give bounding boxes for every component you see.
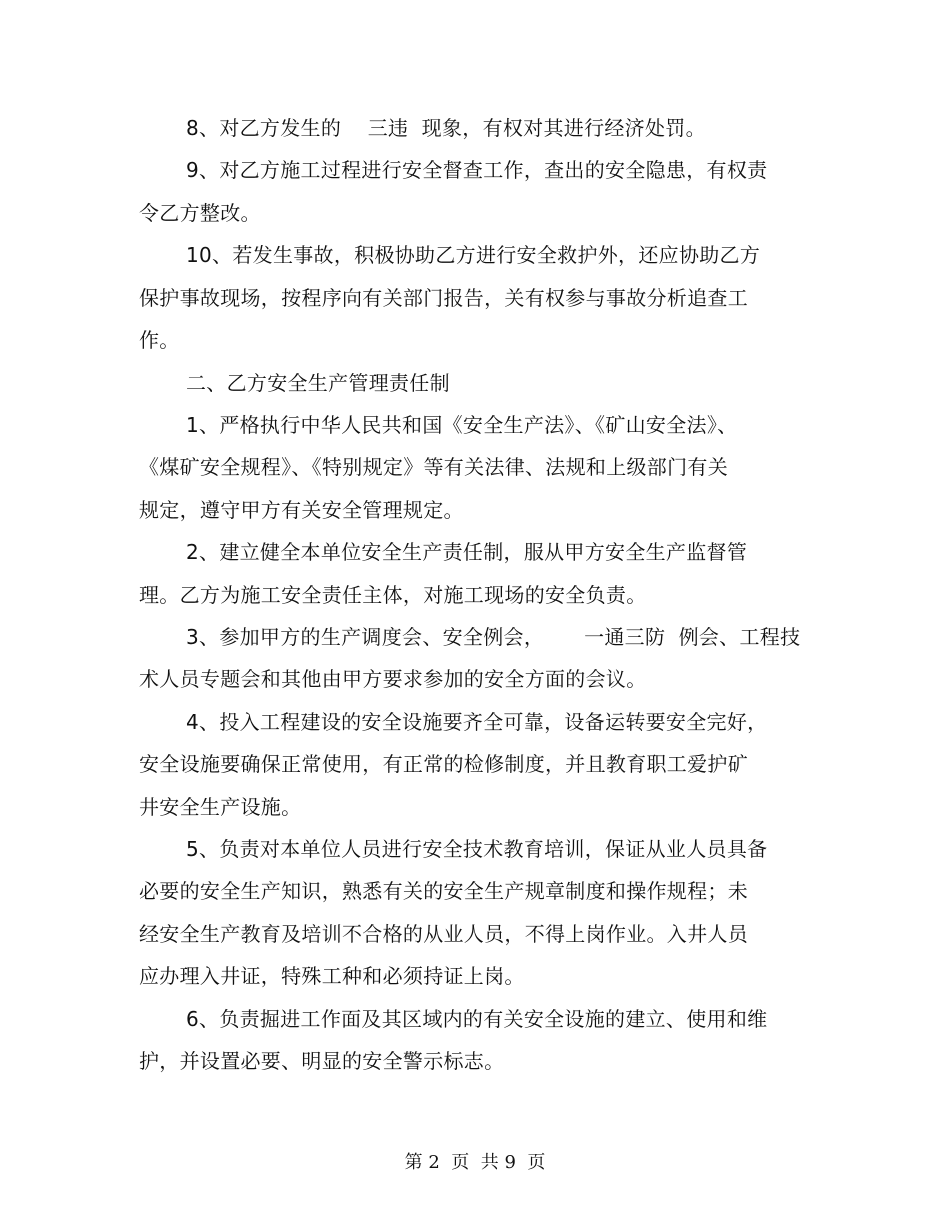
- text-line: 5、负责对本单位人员进行安全技术教育培训，保证从业人员具备: [186, 837, 768, 861]
- text-line: 作。: [139, 328, 180, 352]
- text-line: 理。乙方为施工安全责任主体，对施工现场的安全负责。: [139, 583, 647, 607]
- section-heading: 二、乙方安全生产管理责任制: [186, 371, 450, 395]
- text-line: 9、对乙方施工过程进行安全督查工作，查出的安全隐患，有权责: [186, 158, 768, 182]
- text-line: 安全设施要确保正常使用，有正常的检修制度，并且教育职工爱护矿: [139, 752, 748, 776]
- text-line: 规定，遵守甲方有关安全管理规定。: [139, 498, 464, 522]
- text-line: 8、对乙方发生的 三违 现象，有权对其进行经济处罚。: [186, 116, 706, 140]
- text-line: 3、参加甲方的生产调度会、安全例会， 一通三防 例会、工程技: [186, 625, 801, 649]
- text-line: 10、若发生事故，积极协助乙方进行安全救护外，还应协助乙方: [186, 243, 761, 267]
- text-line: 令乙方整改。: [139, 201, 261, 225]
- text-line: 术人员专题会和其他由甲方要求参加的安全方面的会议。: [139, 667, 647, 691]
- text-line: 井安全生产设施。: [139, 795, 302, 819]
- text-line: 2、建立健全本单位安全生产责任制，服从甲方安全生产监督管: [186, 540, 748, 564]
- text-line: 保护事故现场，按程序向有关部门报告，关有权参与事故分析追查工: [139, 286, 748, 310]
- text-line: 护，并设置必要、明显的安全警示标志。: [139, 1049, 505, 1073]
- text-line: 4、投入工程建设的安全设施要齐全可靠，设备运转要安全完好，: [186, 710, 768, 734]
- text-line: 《煤矿安全规程》、《特别规定》等有关法律、法规和上级部门有关: [139, 455, 728, 479]
- text-line: 必要的安全生产知识，熟悉有关的安全生产规章制度和操作规程；未: [139, 879, 748, 903]
- page-number-footer: 第 2 页 共 9 页: [404, 1152, 546, 1173]
- text-line: 应办理入井证，特殊工种和必须持证上岗。: [139, 964, 525, 988]
- text-line: 1、严格执行中华人民共和国《安全生产法》、《矿山安全法》、: [186, 413, 738, 437]
- text-line: 经安全生产教育及培训不合格的从业人员，不得上岗作业。入井人员: [139, 922, 748, 946]
- text-line: 6、负责掘进工作面及其区域内的有关安全设施的建立、使用和维: [186, 1007, 768, 1031]
